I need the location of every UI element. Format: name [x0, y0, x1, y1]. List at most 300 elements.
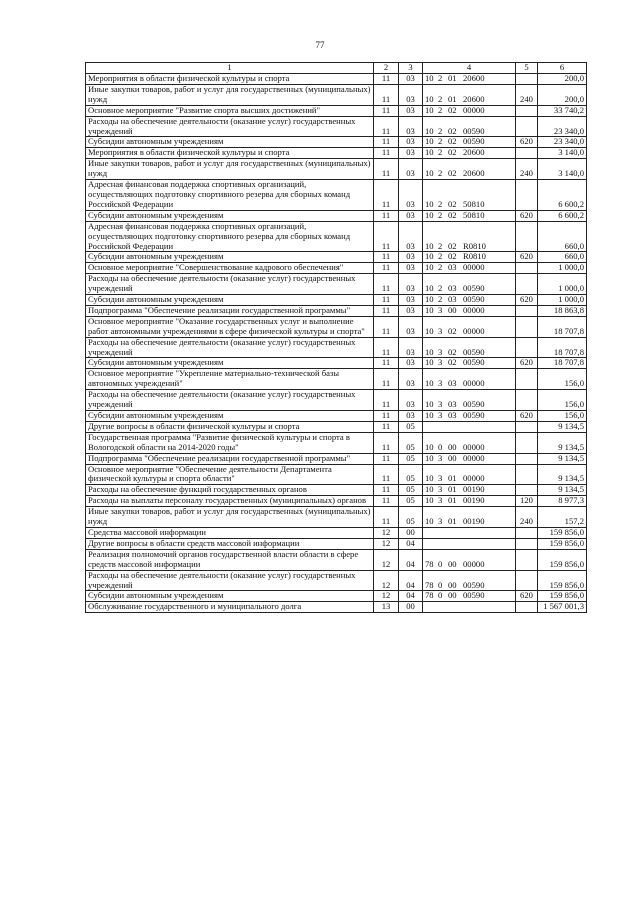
program-code-part: 10: [425, 198, 434, 209]
section-code-cell: 12: [374, 591, 399, 602]
subsection-code-cell: 03: [399, 274, 423, 295]
expense-type-cell: [516, 316, 538, 337]
section-code-cell: 11: [374, 358, 399, 369]
section-code-cell: 11: [374, 116, 399, 137]
table-row: [86, 464, 587, 485]
table-row: [86, 390, 587, 411]
amount-cell: 9 134,5: [538, 421, 587, 432]
section-code-cell: 11: [374, 496, 399, 507]
expense-type-cell: [516, 116, 538, 137]
section-code-cell: 12: [374, 570, 399, 591]
expense-type-cell: [516, 527, 538, 538]
expense-type-cell: [516, 74, 538, 85]
program-code-part: 3: [438, 325, 443, 336]
amount-cell: 9 134,5: [538, 432, 587, 453]
program-code-part: 02: [448, 147, 457, 158]
program-code-part: 02: [448, 240, 457, 251]
program-code-part: 0: [438, 590, 443, 601]
program-code-part: 10: [425, 453, 434, 463]
program-code-part: 00000: [463, 441, 485, 452]
table-row: [86, 316, 587, 337]
amount-cell: 23 340,0: [538, 137, 587, 148]
expense-name-cell: Основное мероприятие "Оказание государственных услуг и выполнение работ автономными учреждениями в сфере физической культуры и спорта": [86, 316, 374, 337]
expense-type-cell: 120: [516, 496, 538, 507]
table-row: [86, 295, 587, 306]
amount-cell: 18 863,8: [538, 305, 587, 316]
amount-cell: 200,0: [538, 74, 587, 85]
program-code-cell: [423, 369, 516, 390]
subsection-code-cell: 04: [399, 591, 423, 602]
section-code-cell: 11: [374, 337, 399, 358]
program-code-part: 00000: [463, 105, 485, 115]
program-code-part: 10: [425, 325, 434, 336]
program-code-part: 10: [425, 262, 434, 273]
program-code-part: 00590: [463, 125, 485, 136]
subsection-code-cell: 03: [399, 305, 423, 316]
amount-cell: 3 140,0: [538, 159, 587, 180]
program-code-part: 01: [448, 516, 457, 527]
amount-cell: 9 134,5: [538, 485, 587, 496]
expense-type-cell: [516, 432, 538, 453]
program-code-part: 3: [438, 516, 443, 527]
program-code-cell: [423, 116, 516, 137]
program-code-cell: [423, 549, 516, 570]
amount-cell: 157,2: [538, 507, 587, 528]
program-code-part: R0810: [463, 251, 486, 262]
section-code-cell: 12: [374, 549, 399, 570]
header-col-3: 3: [399, 63, 423, 74]
program-code-part: 10: [425, 357, 434, 368]
program-code-cell: [423, 263, 516, 274]
expense-name-cell: Расходы на выплаты персоналу государственных (муниципальных) органов: [86, 496, 374, 507]
program-code-cell: [423, 570, 516, 591]
expense-name-cell: Расходы на обеспечение деятельности (оказание услуг) государственных учреждений: [86, 116, 374, 137]
amount-cell: 200,0: [538, 84, 587, 105]
program-code-cell: [423, 148, 516, 159]
program-code-cell: [423, 337, 516, 358]
section-code-cell: 13: [374, 602, 399, 613]
section-code-cell: 12: [374, 527, 399, 538]
program-code-cell: [423, 421, 516, 432]
table-row: [86, 180, 587, 211]
program-code-cell: [423, 221, 516, 252]
program-code-part: 00: [448, 453, 457, 463]
subsection-code-cell: 00: [399, 602, 423, 613]
program-code-cell: [423, 485, 516, 496]
program-code-part: 2: [438, 125, 443, 136]
expense-type-cell: 620: [516, 411, 538, 422]
program-code-part: 2: [438, 73, 443, 83]
section-code-cell: 11: [374, 252, 399, 263]
expense-type-cell: [516, 549, 538, 570]
subsection-code-cell: 03: [399, 210, 423, 221]
program-code-cell: [423, 527, 516, 538]
header-col-4: 4: [423, 63, 516, 74]
program-code-part: 00590: [463, 590, 485, 601]
subsection-code-cell: 03: [399, 337, 423, 358]
program-code-cell: [423, 591, 516, 602]
program-code-part: 3: [438, 473, 443, 484]
program-code-part: 10: [425, 240, 434, 251]
expense-type-cell: [516, 421, 538, 432]
section-code-cell: 12: [374, 538, 399, 549]
amount-cell: 18 707,8: [538, 358, 587, 369]
program-code-part: 00590: [463, 283, 485, 294]
program-code-cell: [423, 602, 516, 613]
program-code-cell: [423, 507, 516, 528]
expense-name-cell: Адресная финансовая поддержка спортивных организаций, осуществляющих подготовку спортивного резерва для сборных команд Российской Федерации: [86, 221, 374, 252]
program-code-part: 00000: [463, 378, 485, 389]
program-code-part: 2: [438, 93, 443, 104]
program-code-part: 01: [448, 484, 457, 495]
program-code-cell: [423, 274, 516, 295]
expense-name-cell: Иные закупки товаров, работ и услуг для государственных (муниципальных) нужд: [86, 507, 374, 528]
program-code-part: 03: [448, 294, 457, 305]
amount-cell: 1 000,0: [538, 274, 587, 295]
subsection-code-cell: 05: [399, 496, 423, 507]
section-code-cell: 11: [374, 369, 399, 390]
table-row: [86, 602, 587, 613]
expense-type-cell: [516, 602, 538, 613]
subsection-code-cell: 04: [399, 549, 423, 570]
program-code-cell: [423, 74, 516, 85]
program-code-part: 10: [425, 294, 434, 305]
subsection-code-cell: 03: [399, 221, 423, 252]
expense-type-cell: 620: [516, 358, 538, 369]
section-code-cell: 11: [374, 84, 399, 105]
program-code-cell: [423, 295, 516, 306]
expense-name-cell: Субсидии автономным учреждениям: [86, 358, 374, 369]
program-code-part: 2: [438, 262, 443, 273]
expense-type-cell: [516, 221, 538, 252]
program-code-part: 00000: [463, 325, 485, 336]
table-row: [86, 137, 587, 148]
program-code-part: 2: [438, 283, 443, 294]
header-col-1: 1: [86, 63, 374, 74]
amount-cell: 23 340,0: [538, 116, 587, 137]
section-code-cell: 11: [374, 305, 399, 316]
amount-cell: 156,0: [538, 369, 587, 390]
program-code-cell: [423, 84, 516, 105]
expense-type-cell: [516, 105, 538, 116]
table-row: [86, 252, 587, 263]
section-code-cell: 11: [374, 274, 399, 295]
section-code-cell: 11: [374, 421, 399, 432]
program-code-part: 50810: [463, 210, 485, 220]
amount-cell: 1 000,0: [538, 295, 587, 306]
subsection-code-cell: 00: [399, 527, 423, 538]
subsection-code-cell: 03: [399, 180, 423, 211]
table-row: [86, 74, 587, 85]
table-row: [86, 210, 587, 221]
program-code-part: 10: [425, 168, 434, 179]
program-code-part: 78: [425, 579, 434, 590]
expense-name-cell: Государственная программа "Развитие физической культуры и спорта в Вологодской области на 2014-2020 годы": [86, 432, 374, 453]
subsection-code-cell: 03: [399, 316, 423, 337]
program-code-part: 50810: [463, 198, 485, 209]
section-code-cell: 11: [374, 105, 399, 116]
subsection-code-cell: 03: [399, 74, 423, 85]
program-code-cell: [423, 432, 516, 453]
expense-name-cell: Мероприятия в области физической культуры и спорта: [86, 74, 374, 85]
program-code-part: 02: [448, 136, 457, 147]
program-code-part: 2: [438, 147, 443, 158]
section-code-cell: 11: [374, 390, 399, 411]
expense-type-cell: [516, 180, 538, 211]
program-code-part: 00590: [463, 579, 485, 590]
program-code-part: 03: [448, 399, 457, 410]
table-row: [86, 432, 587, 453]
program-code-cell: [423, 390, 516, 411]
page-number: 77: [315, 40, 325, 50]
expense-name-cell: Адресная финансовая поддержка спортивных организаций, осуществляющих подготовку спортивного резерва для сборных команд Российской Федерации: [86, 180, 374, 211]
program-code-part: 00590: [463, 410, 485, 420]
program-code-cell: [423, 316, 516, 337]
subsection-code-cell: 03: [399, 137, 423, 148]
amount-cell: 159 856,0: [538, 549, 587, 570]
amount-cell: 1 567 001,3: [538, 602, 587, 613]
program-code-part: 00190: [463, 484, 485, 495]
amount-cell: 660,0: [538, 252, 587, 263]
table-row: [86, 570, 587, 591]
expense-type-cell: 620: [516, 295, 538, 306]
expense-type-cell: 620: [516, 591, 538, 602]
header-row: [86, 63, 587, 74]
program-code-part: 10: [425, 283, 434, 294]
program-code-part: 2: [438, 198, 443, 209]
expense-name-cell: Расходы на обеспечение деятельности (оказание услуг) государственных учреждений: [86, 274, 374, 295]
expense-name-cell: Основное мероприятие "Совершенствование кадрового обеспечения": [86, 263, 374, 274]
amount-cell: 33 740,2: [538, 105, 587, 116]
program-code-part: 3: [438, 495, 443, 506]
program-code-part: 3: [438, 410, 443, 420]
expense-type-cell: [516, 148, 538, 159]
program-code-part: 02: [448, 346, 457, 357]
program-code-cell: [423, 159, 516, 180]
header-col-2: 2: [374, 63, 399, 74]
expense-name-cell: Иные закупки товаров, работ и услуг для государственных (муниципальных) нужд: [86, 159, 374, 180]
program-code-cell: [423, 180, 516, 211]
budget-table: [85, 62, 587, 613]
expense-name-cell: Иные закупки товаров, работ и услуг для государственных (муниципальных) нужд: [86, 84, 374, 105]
program-code-part: 3: [438, 378, 443, 389]
program-code-part: 02: [448, 325, 457, 336]
expense-name-cell: Расходы на обеспечение деятельности (оказание услуг) государственных учреждений: [86, 390, 374, 411]
expense-name-cell: Субсидии автономным учреждениям: [86, 591, 374, 602]
expense-type-cell: [516, 305, 538, 316]
table-row: [86, 358, 587, 369]
subsection-code-cell: 03: [399, 148, 423, 159]
section-code-cell: 11: [374, 74, 399, 85]
program-code-part: 00000: [463, 558, 485, 569]
program-code-part: 00: [448, 579, 457, 590]
program-code-part: 10: [425, 210, 434, 220]
subsection-code-cell: 05: [399, 432, 423, 453]
expense-name-cell: Подпрограмма "Обеспечение реализации государственной программы": [86, 453, 374, 464]
program-code-part: 00: [448, 441, 457, 452]
amount-cell: 8 977,3: [538, 496, 587, 507]
program-code-part: 10: [425, 495, 434, 506]
expense-name-cell: Субсидии автономным учреждениям: [86, 252, 374, 263]
program-code-part: 10: [425, 410, 434, 420]
table-row: [86, 305, 587, 316]
program-code-part: 0: [438, 441, 443, 452]
expense-name-cell: Расходы на обеспечение деятельности (оказание услуг) государственных учреждений: [86, 337, 374, 358]
program-code-part: 2: [438, 136, 443, 147]
program-code-part: 00590: [463, 399, 485, 410]
program-code-part: 02: [448, 198, 457, 209]
table-row: [86, 496, 587, 507]
program-code-part: 02: [448, 125, 457, 136]
expense-type-cell: [516, 485, 538, 496]
subsection-code-cell: 05: [399, 453, 423, 464]
table-row: [86, 527, 587, 538]
expense-type-cell: 240: [516, 507, 538, 528]
subsection-code-cell: 03: [399, 116, 423, 137]
program-code-part: 2: [438, 210, 443, 220]
expense-name-cell: Основное мероприятие "Развитие спорта высших достижений": [86, 105, 374, 116]
subsection-code-cell: 05: [399, 464, 423, 485]
table-row: [86, 421, 587, 432]
amount-cell: 6 600,2: [538, 210, 587, 221]
subsection-code-cell: 05: [399, 507, 423, 528]
program-code-part: 03: [448, 283, 457, 294]
program-code-part: 00590: [463, 294, 485, 305]
subsection-code-cell: 04: [399, 570, 423, 591]
program-code-part: 20600: [463, 73, 485, 83]
subsection-code-cell: 03: [399, 252, 423, 263]
table-row: [86, 369, 587, 390]
program-code-part: 10: [425, 147, 434, 158]
program-code-part: 10: [425, 441, 434, 452]
amount-cell: 9 134,5: [538, 453, 587, 464]
program-code-cell: [423, 496, 516, 507]
section-code-cell: 11: [374, 180, 399, 211]
table-row: [86, 274, 587, 295]
program-code-part: 02: [448, 251, 457, 262]
program-code-part: 2: [438, 105, 443, 115]
subsection-code-cell: 04: [399, 538, 423, 549]
section-code-cell: 11: [374, 485, 399, 496]
program-code-cell: [423, 252, 516, 263]
expense-name-cell: Обслуживание государственного и муниципального долга: [86, 602, 374, 613]
program-code-part: 00590: [463, 357, 485, 368]
expense-name-cell: Основное мероприятие "Обеспечение деятельности Департамента физической культуры и спорта области": [86, 464, 374, 485]
expense-name-cell: Расходы на обеспечение функций государственных органов: [86, 485, 374, 496]
expense-name-cell: Основное мероприятие "Укрепление материально-технической базы автономных учреждений": [86, 369, 374, 390]
program-code-part: 00: [448, 590, 457, 601]
expense-name-cell: Расходы на обеспечение деятельности (оказание услуг) государственных учреждений: [86, 570, 374, 591]
table-row: [86, 485, 587, 496]
expense-type-cell: [516, 538, 538, 549]
program-code-part: 00590: [463, 346, 485, 357]
amount-cell: 159 856,0: [538, 527, 587, 538]
section-code-cell: 11: [374, 295, 399, 306]
program-code-cell: [423, 210, 516, 221]
expense-name-cell: Мероприятия в области физической культуры и спорта: [86, 148, 374, 159]
subsection-code-cell: 03: [399, 411, 423, 422]
amount-cell: 1 000,0: [538, 263, 587, 274]
subsection-code-cell: 03: [399, 263, 423, 274]
section-code-cell: 11: [374, 316, 399, 337]
section-code-cell: 11: [374, 137, 399, 148]
section-code-cell: 11: [374, 411, 399, 422]
program-code-part: 10: [425, 105, 434, 115]
program-code-part: 3: [438, 346, 443, 357]
section-code-cell: 11: [374, 263, 399, 274]
program-code-part: 02: [448, 105, 457, 115]
table-row: [86, 538, 587, 549]
section-code-cell: 11: [374, 210, 399, 221]
table-row: [86, 507, 587, 528]
table-row: [86, 84, 587, 105]
program-code-part: 00000: [463, 262, 485, 273]
table-row: [86, 453, 587, 464]
program-code-part: 03: [448, 410, 457, 420]
section-code-cell: 11: [374, 464, 399, 485]
section-code-cell: 11: [374, 159, 399, 180]
program-code-part: 01: [448, 73, 457, 83]
program-code-part: 20600: [463, 93, 485, 104]
program-code-part: 2: [438, 240, 443, 251]
program-code-part: 10: [425, 125, 434, 136]
amount-cell: 6 600,2: [538, 180, 587, 211]
program-code-part: 03: [448, 262, 457, 273]
program-code-part: 0: [438, 579, 443, 590]
program-code-part: R0810: [463, 240, 486, 251]
program-code-part: 10: [425, 378, 434, 389]
program-code-part: 02: [448, 168, 457, 179]
expense-type-cell: [516, 263, 538, 274]
table-row: [86, 549, 587, 570]
subsection-code-cell: 05: [399, 485, 423, 496]
expense-name-cell: Субсидии автономным учреждениям: [86, 411, 374, 422]
subsection-code-cell: 03: [399, 159, 423, 180]
program-code-part: 00000: [463, 453, 485, 463]
program-code-cell: [423, 305, 516, 316]
amount-cell: 156,0: [538, 390, 587, 411]
program-code-cell: [423, 358, 516, 369]
expense-name-cell: Субсидии автономным учреждениям: [86, 137, 374, 148]
table-row: [86, 263, 587, 274]
expense-type-cell: 240: [516, 159, 538, 180]
expense-type-cell: [516, 337, 538, 358]
program-code-part: 78: [425, 590, 434, 601]
expense-type-cell: 240: [516, 84, 538, 105]
program-code-part: 02: [448, 210, 457, 220]
amount-cell: 159 856,0: [538, 591, 587, 602]
program-code-part: 03: [448, 378, 457, 389]
amount-cell: 156,0: [538, 411, 587, 422]
expense-type-cell: [516, 464, 538, 485]
expense-type-cell: [516, 570, 538, 591]
subsection-code-cell: 03: [399, 105, 423, 116]
program-code-part: 10: [425, 399, 434, 410]
program-code-cell: [423, 411, 516, 422]
table-row: [86, 221, 587, 252]
section-code-cell: 11: [374, 221, 399, 252]
expense-name-cell: Реализация полномочий органов государственной власти области в сфере средств массовой информации: [86, 549, 374, 570]
expense-type-cell: 620: [516, 210, 538, 221]
program-code-part: 3: [438, 305, 443, 315]
expense-name-cell: Средства массовой информации: [86, 527, 374, 538]
program-code-part: 0: [438, 558, 443, 569]
program-code-part: 00: [448, 558, 457, 569]
program-code-part: 10: [425, 516, 434, 527]
expense-type-cell: [516, 390, 538, 411]
program-code-cell: [423, 538, 516, 549]
expense-name-cell: Другие вопросы в области средств массовой информации: [86, 538, 374, 549]
